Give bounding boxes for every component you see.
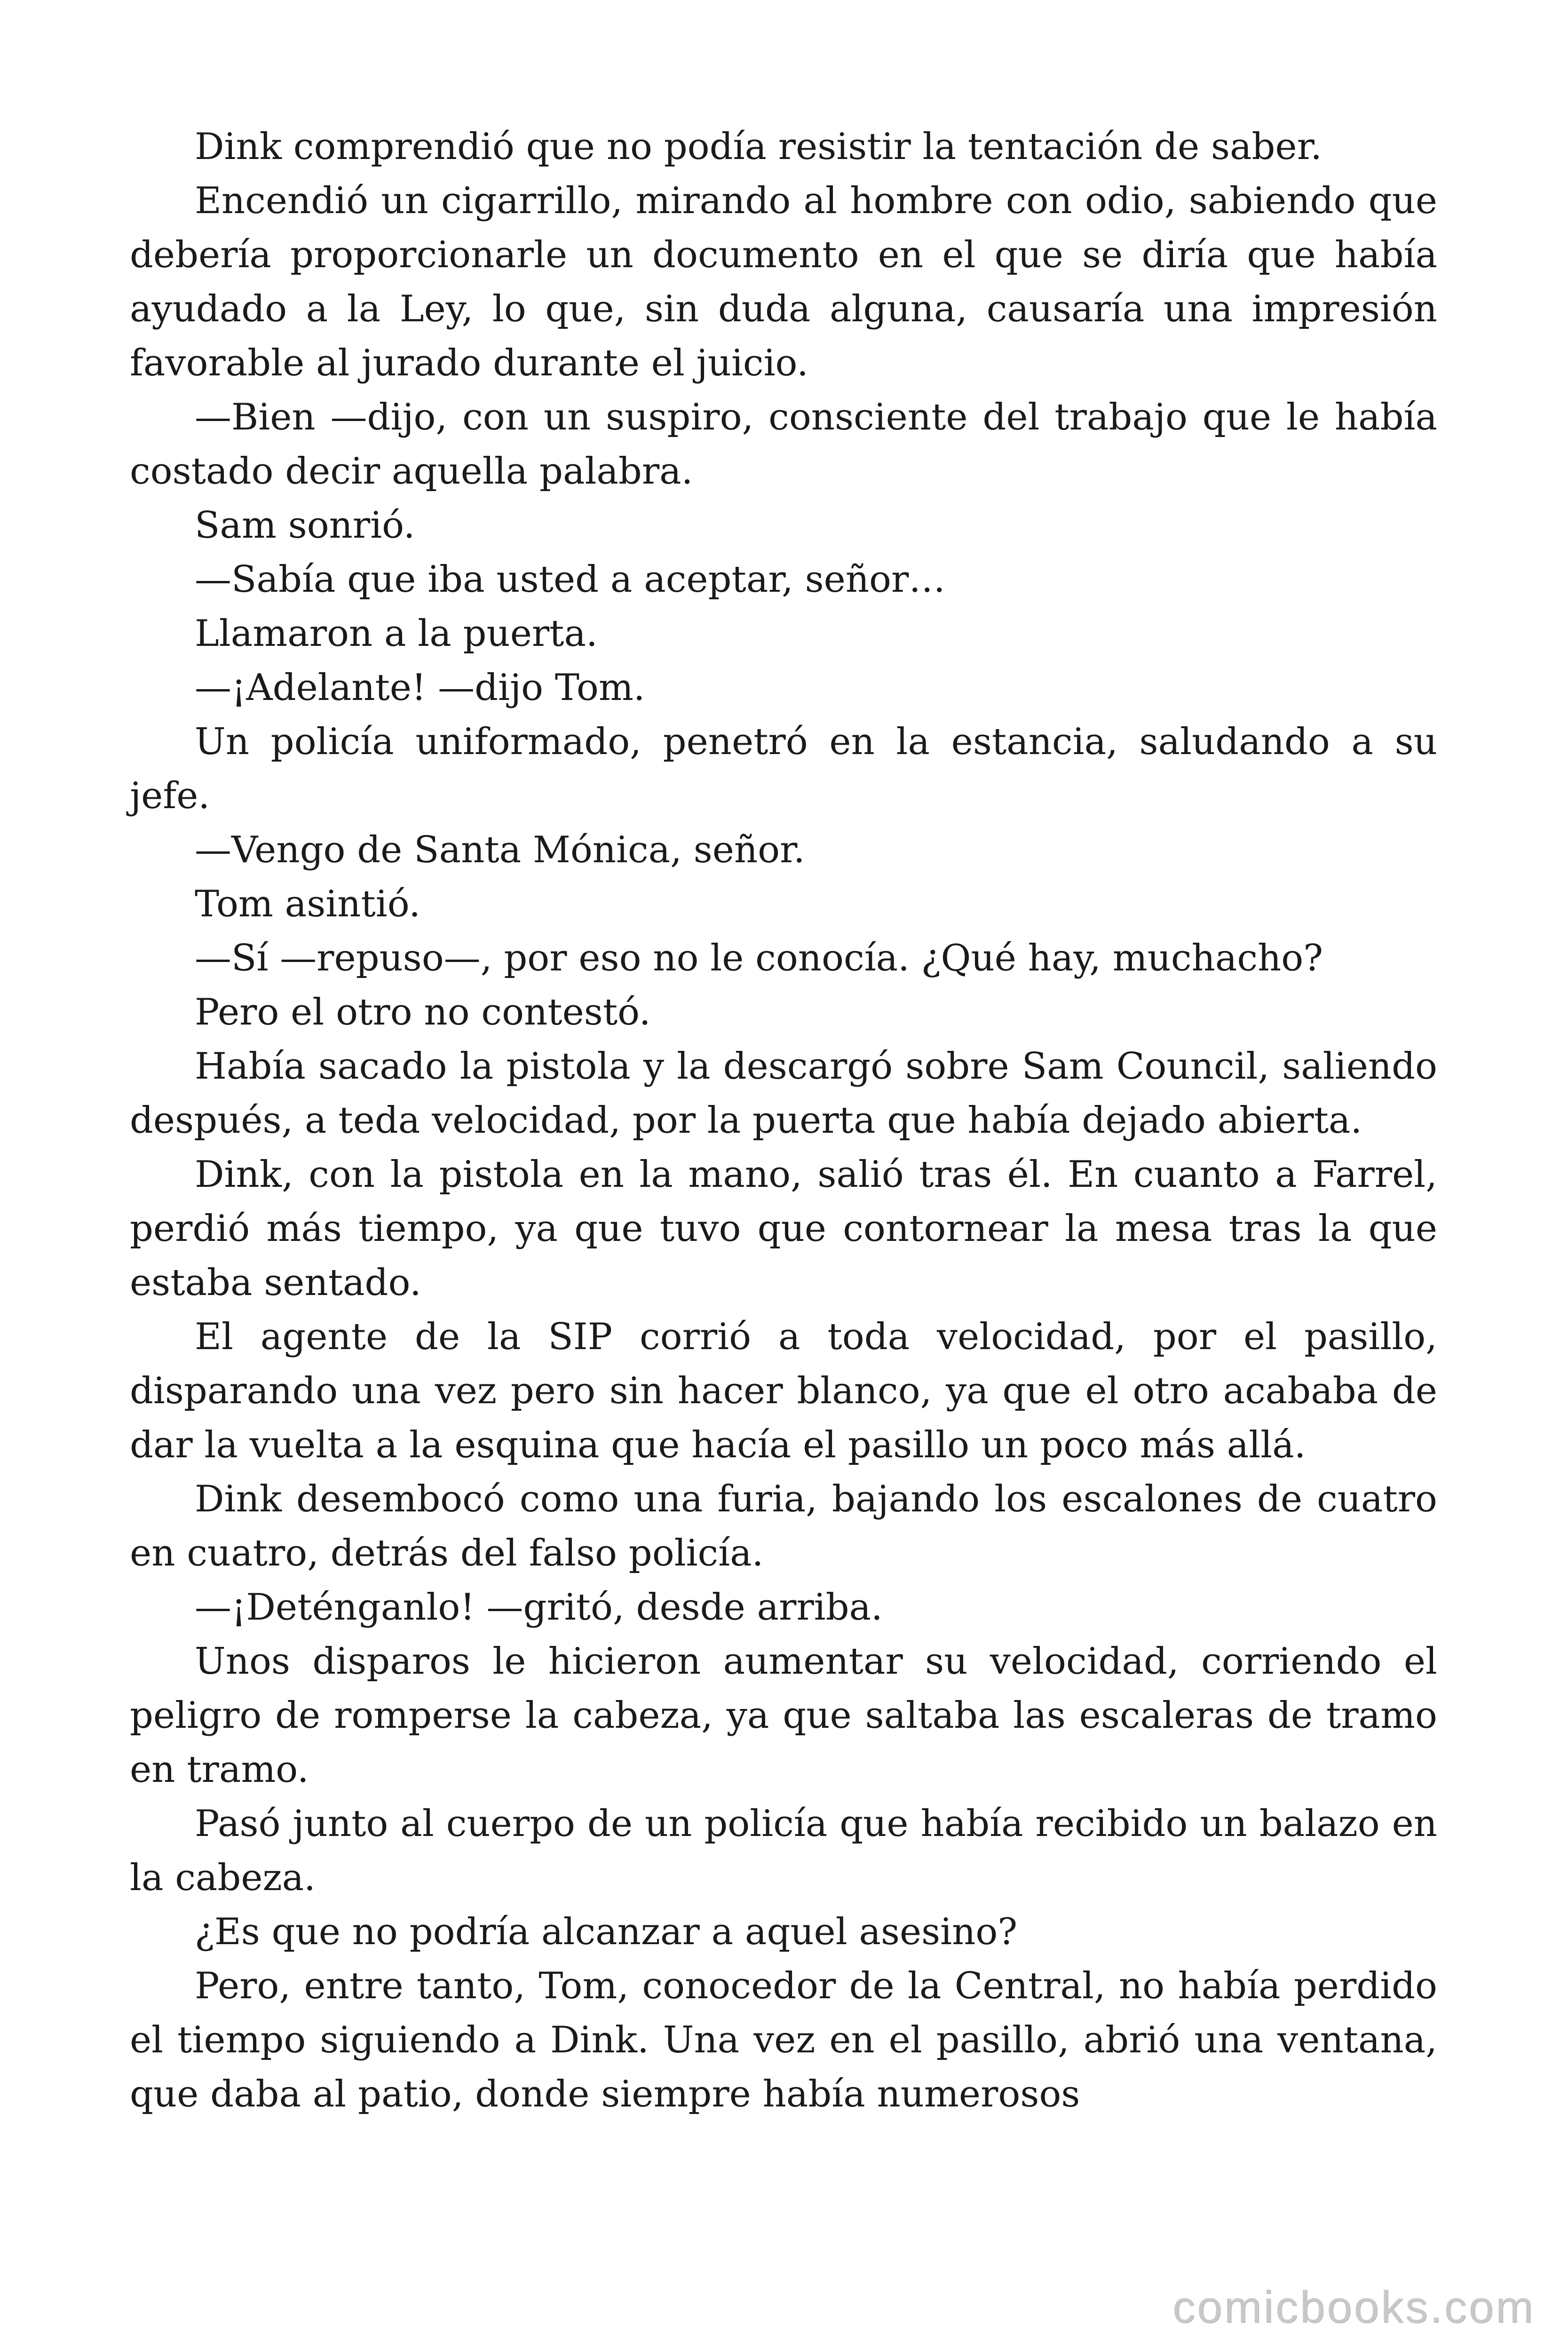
paragraph: Dink comprendió que no podía resistir la tentación de saber. bbox=[195, 126, 1323, 168]
paragraph: ¿Es que no podría alcanzar a aquel asesino? bbox=[195, 1911, 1018, 1953]
paragraph: Pasó junto al cuerpo de un policía que había recibido un balazo en la cabeza. bbox=[130, 1803, 1437, 1899]
body-text bbox=[130, 120, 1437, 2122]
paragraph: —¡Adelante! —dijo Tom. bbox=[195, 667, 645, 709]
paragraph: Tom asintió. bbox=[195, 883, 421, 925]
paragraph: —¡Deténganlo! —gritó, desde arriba. bbox=[195, 1586, 883, 1629]
paragraph: —Sabía que iba usted a aceptar, señor… bbox=[195, 558, 946, 601]
paragraph: Había sacado la pistola y la descargó sobre Sam Council, saliendo después, a teda velocidad, por la puerta que había dejado abierta. bbox=[130, 1045, 1437, 1142]
paragraph: Llamaron a la puerta. bbox=[195, 612, 598, 655]
paragraph: Pero, entre tanto, Tom, conocedor de la Central, no había perdido el tiempo siguiendo a Dink. Una vez en el pasillo, abrió una ventana, que daba al patio, donde siempre había numerosos bbox=[130, 1965, 1437, 2115]
paragraph: —Sí —repuso—, por eso no le conocía. ¿Qué hay, muchacho? bbox=[195, 937, 1323, 979]
paragraph: Unos disparos le hicieron aumentar su velocidad, corriendo el peligro de romperse la cabeza, ya que saltaba las escaleras de tramo en tramo. bbox=[130, 1640, 1437, 1791]
paragraph: Pero el otro no contestó. bbox=[195, 991, 651, 1033]
paragraph: —Bien —dijo, con un suspiro, consciente del trabajo que le había costado decir aquella palabra. bbox=[130, 396, 1437, 493]
paragraph: Dink, con la pistola en la mano, salió tras él. En cuanto a Farrel, perdió más tiempo, ya que tuvo que contornear la mesa tras la que estaba sentado. bbox=[130, 1153, 1437, 1304]
paragraph: Dink desembocó como una furia, bajando los escalones de cuatro en cuatro, detrás del falso policía. bbox=[130, 1478, 1437, 1574]
paragraph: Encendió un cigarrillo, mirando al hombre con odio, sabiendo que debería proporcionarle un documento en el que se diría que había ayudado a la Ley, lo que, sin duda alguna, causaría una impresión favorable al jurado durante el juicio. bbox=[130, 180, 1437, 384]
paragraph: Un policía uniformado, penetró en la estancia, saludando a su jefe. bbox=[130, 721, 1437, 817]
paragraph: El agente de la SIP corrió a toda velocidad, por el pasillo, disparando una vez pero sin hacer blanco, ya que el otro acababa de dar la vuelta a la esquina que hacía el pasillo un poco más allá. bbox=[130, 1316, 1437, 1466]
watermark: comicbooks.com bbox=[1172, 2282, 1535, 2332]
paragraph: —Vengo de Santa Mónica, señor. bbox=[195, 829, 805, 871]
paragraph: Sam sonrió. bbox=[195, 504, 415, 547]
